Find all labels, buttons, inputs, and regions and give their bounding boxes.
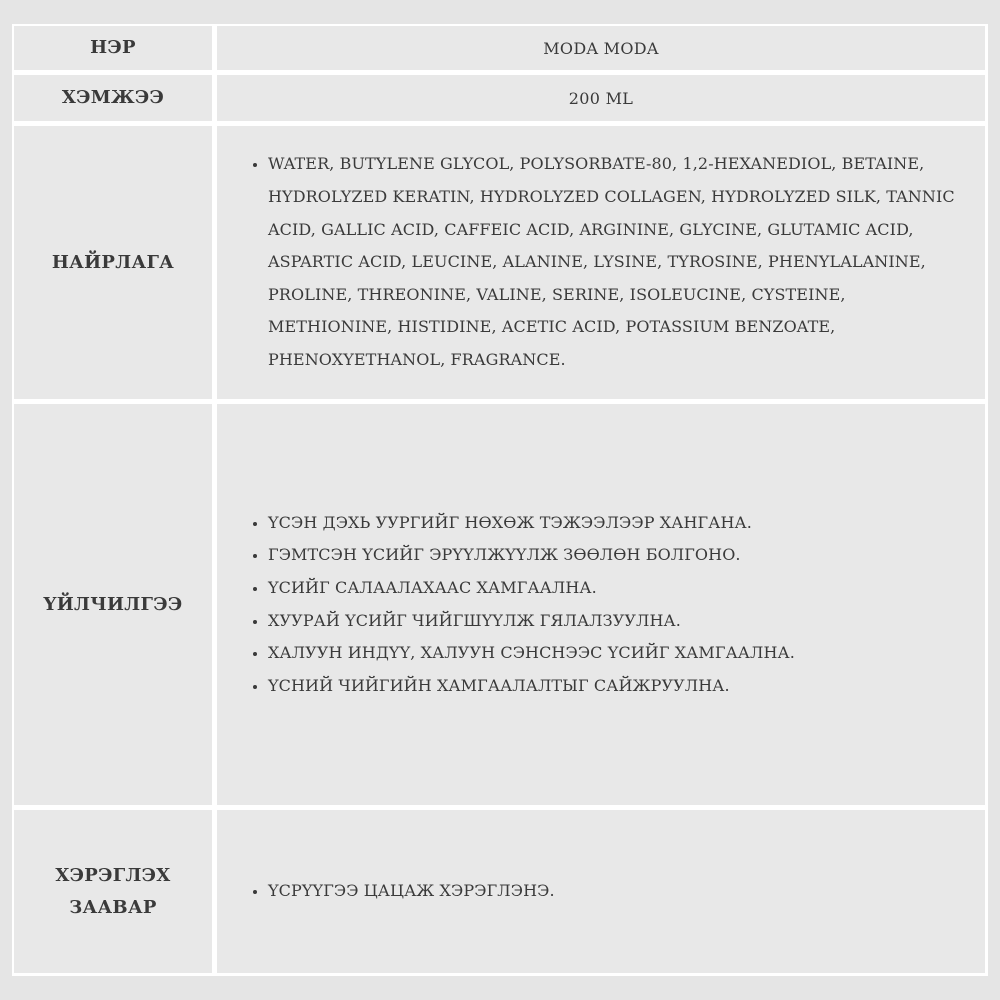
list-item: • ҮСРҮҮГЭЭ ЦАЦАЖ ХЭРЭГЛЭНЭ. [268, 875, 975, 908]
list-item: • WATER, BUTYLENE GLYCOL, POLYSORBATE-80, 1,2-HEXANEDIOL, BETAINE, HYDROLYZED KERATIN, HYDROLYZED COLLAGEN, HYDROLYZED SILK, TANNIC ACID, GALLIC ACID, CAFFEIC ACID, ARGININE, GLYCINE, GLUTAMIC ACID, ASPARTIC ACID, LEUCINE, ALANINE, LYSINE, TYROSINE, PHENYLALANINE, PROLINE, THREONINE, VALINE, SERINE, ISOLEUCINE, CYSTEINE, METHIONINE, HISTIDINE, ACETIC ACID, POTASSIUM BENZOATE, PHENOXYETHANOL, FRAGRANCE. [268, 148, 975, 376]
usage-list [245, 875, 975, 908]
usage-label [14, 810, 212, 973]
list-item: • ҮСИЙГ САЛААЛАХААС ХАМГААЛНА. [268, 572, 975, 605]
usage-label-line1: ХЭРЭГЛЭХ [55, 864, 171, 886]
size-label: ХЭМЖЭЭ [14, 75, 212, 121]
ingredients-list [245, 148, 975, 376]
effects-list [245, 507, 975, 703]
table-row-size [12, 75, 988, 121]
effects-label: ҮЙЛЧИЛГЭЭ [14, 404, 212, 805]
usage-value [217, 810, 985, 973]
table-row-name [12, 26, 988, 70]
ingredients-label: НАЙРЛАГА [14, 126, 212, 399]
size-value: 200 ML [217, 75, 985, 121]
list-item: • ГЭМТСЭН ҮСИЙГ ЭРҮҮЛЖҮҮЛЖ ЗӨӨЛӨН БОЛГОНО. [268, 539, 975, 572]
ingredients-value [217, 126, 985, 399]
product-info-table [12, 24, 988, 976]
table-row-usage [12, 810, 988, 973]
list-item: • ХУУРАЙ ҮСИЙГ ЧИЙГШҮҮЛЖ ГЯЛАЛЗУУЛНА. [268, 605, 975, 638]
usage-label-line2: ЗААВАР [69, 896, 157, 918]
list-item: • ҮСЭН ДЭХЬ УУРГИЙГ НӨХӨЖ ТЭЖЭЭЛЭЭР ХАНГАНА. [268, 507, 975, 540]
effects-value [217, 404, 985, 805]
list-item: • ХАЛУУН ИНДҮҮ, ХАЛУУН СЭНСНЭЭС ҮСИЙГ ХАМГААЛНА. [268, 637, 975, 670]
name-label: НЭР [14, 26, 212, 70]
table-row-effects [12, 404, 988, 805]
list-item: • ҮСНИЙ ЧИЙГИЙН ХАМГААЛАЛТЫГ САЙЖРУУЛНА. [268, 670, 975, 703]
name-value: MODA MODA [217, 26, 985, 70]
table-row-ingredients [12, 126, 988, 399]
